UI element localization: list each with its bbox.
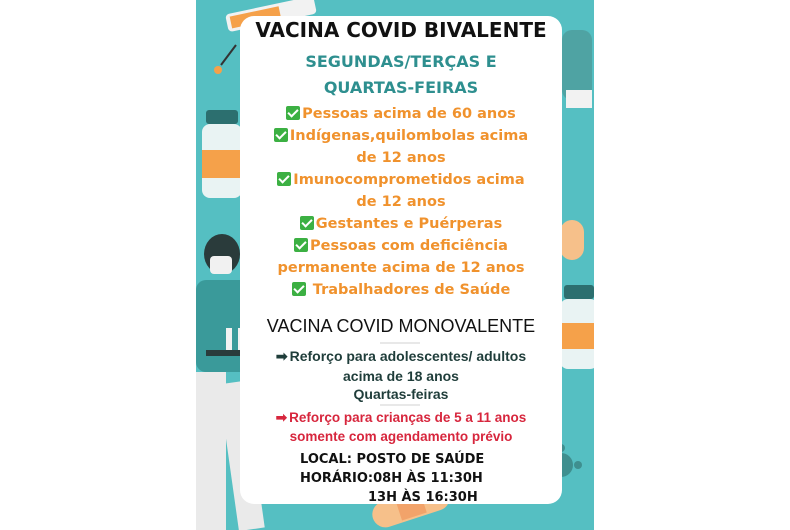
check-mark-icon [286, 106, 300, 120]
right-arrow-icon: ➡ [275, 348, 288, 364]
group-item-continued: permanente acima de 12 anos [277, 260, 525, 276]
adult-booster-line-1: ➡ Reforço para adolescentes/ adultos [275, 348, 527, 364]
vaccine-bottle-left [200, 110, 244, 200]
check-mark-icon [294, 238, 308, 252]
adult-booster-line-2: acima de 18 anos [343, 368, 459, 384]
group-item: Trabalhadores de Saúde [240, 282, 562, 298]
local-hours-afternoon: 13H ÀS 16:30H [368, 490, 478, 505]
title-monovalente: VACINA COVID MONOVALENTE [266, 316, 536, 336]
glove-illustration [558, 30, 594, 110]
adult-booster-line-3: Quartas-feiras [353, 386, 449, 402]
group-item-continued: de 12 anos [356, 150, 446, 166]
child-booster-line-2: somente com agendamento prévio [289, 429, 513, 444]
group-item: Pessoas com deficiência [240, 238, 562, 254]
group-item: Imunocomprometidos acima [240, 172, 562, 188]
group-item-continued: de 12 anos [356, 194, 446, 210]
local-hours-morning: HORÁRIO:08H ÀS 11:30H [300, 471, 483, 486]
title-bivalente: VACINA COVID BIVALENTE [255, 18, 547, 42]
vaccine-bottle-right [558, 285, 594, 375]
local-place: LOCAL: POSTO DE SAÚDE [300, 452, 485, 467]
check-mark-icon [277, 172, 291, 186]
bandage-illustration-right [558, 215, 588, 265]
group-item: Pessoas acima de 60 anos [240, 106, 562, 122]
check-mark-icon [292, 282, 306, 296]
days-line-1: SEGUNDAS/TERÇAS E [305, 52, 497, 71]
group-item: Gestantes e Puérperas [240, 216, 562, 232]
faint-divider [380, 404, 420, 406]
child-booster-line-1: ➡ Reforço para crianças de 5 a 11 anos [275, 410, 527, 425]
faint-divider [380, 342, 420, 344]
right-arrow-icon: ➡ [275, 410, 288, 425]
group-item: Indígenas,quilombolas acima [240, 128, 562, 144]
days-line-2: QUARTAS-FEIRAS [323, 78, 479, 97]
check-mark-icon [274, 128, 288, 142]
check-mark-icon [300, 216, 314, 230]
